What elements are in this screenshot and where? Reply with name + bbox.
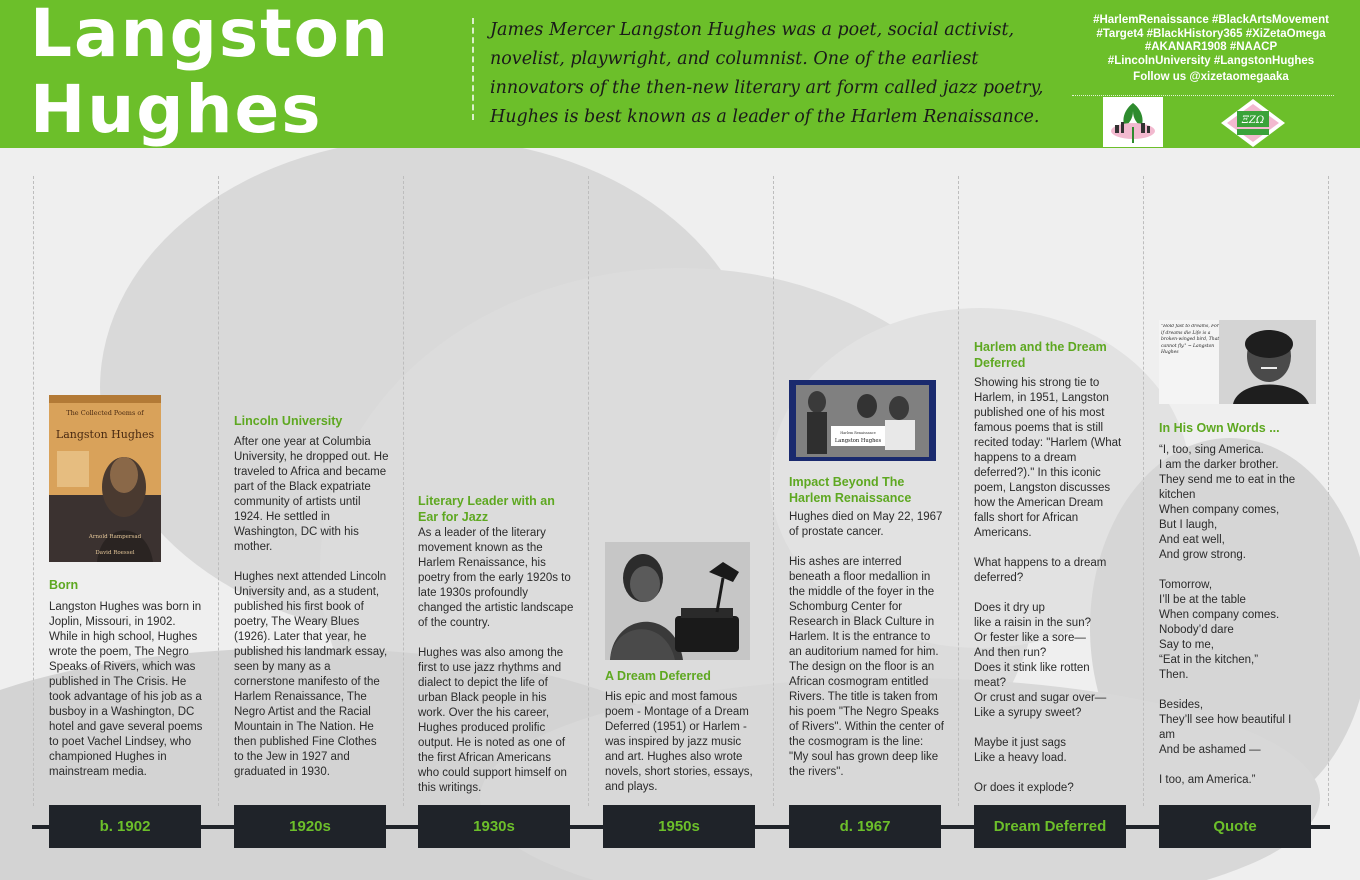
hashtags-line-2: #Target4 #BlackHistory365 #XiZetaOmega [1096, 27, 1326, 40]
section-body: Hughes died on May 22, 1967 of prostate cancer. His ashes are interred beneath a floor medallion in the middle of the foyer in the Schomburg Center for Research in Black Culture in Harlem. It is the entrance to an auditorium named for him. The design on the floor is an African cosmogram entitled Rivers. The title is taken from his poem "The Negro Speaks of Rivers". Within the center of the cosmogram is the line: "My soul has grown deep like the rivers". [789, 511, 944, 778]
section-heading: Impact Beyond The Harlem Renaissance [789, 475, 912, 505]
column-divider [773, 176, 774, 806]
section-heading: In His Own Words ... [1159, 421, 1280, 435]
header-banner [0, 0, 1360, 148]
column-divider [33, 176, 34, 806]
book-title-small: The Collected Poems of [66, 409, 144, 417]
section-heading: Born [49, 578, 79, 592]
section-heading: Harlem and the Dream Deferred [974, 340, 1107, 370]
section-own-words [1159, 420, 1314, 788]
portrait-quote-photo [1159, 320, 1316, 404]
photo-caption-brand: Harlem Renaissance [840, 431, 876, 435]
hashtags [1076, 14, 1346, 68]
hashtags-line-1: #HarlemRenaissance #BlackArtsMovement [1093, 14, 1329, 26]
column-divider [1328, 176, 1329, 806]
book-editor-1: Arnold Rampersad [88, 534, 142, 540]
timeline-label-1950s: 1950s [603, 805, 755, 848]
section-heading: Lincoln University [234, 414, 343, 428]
book-author: Langston Hughes [55, 428, 155, 441]
timeline-label-born: b. 1902 [49, 805, 201, 848]
harlem-renaissance-photo [789, 380, 936, 461]
section-body: Showing his strong tie to Harlem, in 1951, Langston published one of his most famous poems that is still recited today: "Harlem (What happens to a dream deferred?)." In this iconic poem, Langston discusses how the American Dream falls short for African Americans. What happens to a dream deferred? Does it dry up like a raisin in the sun? Or fester like a sore— And then run? Does it stink like rotten meat? Or crust and sugar over— Like a syrupy sweet? Maybe it just sags Like a heavy load. Or does it explode? [974, 377, 1122, 794]
title-line-1: Langston [30, 0, 390, 72]
section-body: Langston Hughes was born in Joplin, Missouri, in 1902. While in high school, Hughes wrote the poem, The Negro Speaks of Rivers, which was published in The Crisis. He took advantage of his job as a busboy in a Washington, DC hotel and gave several poems to poet Vachel Lindsey, who championed Hughes in mainstream media. [49, 601, 203, 778]
section-heading: A Dream Deferred [605, 669, 711, 683]
book-cover-image [49, 395, 161, 562]
column-divider [588, 176, 589, 806]
photo-caption-name: Langston Hughes [834, 438, 882, 444]
section-literary-leader [418, 493, 574, 796]
hashtags-line-3: #AKANAR1908 #NAACP [1144, 41, 1278, 53]
timeline-label-quote: Quote [1159, 805, 1311, 848]
follow-us: Follow us @xizetaomegaaka [1133, 71, 1289, 83]
typewriter-photo [605, 542, 750, 660]
book-editor-2: David Roessel [95, 550, 135, 556]
section-body: “I, too, sing America. I am the darker brother. They send me to eat in the kitchen When company comes, But I laugh, And eat well, And grow strong. Tomorrow, I’ll be at the table When company comes. Nobody’d dare Say to me, “Eat in the kitchen,” Then. Besides, They’ll see how beautiful I am And be ashamed — I too, am America.” [1159, 444, 1296, 786]
column-divider [1143, 176, 1144, 806]
quote-image-text: "Hold fast to dreams, For if dreams die Life is a broken-winged bird, That cannot fly." ~ Langston Hughes [1161, 324, 1220, 355]
title-line-2: Hughes [30, 71, 323, 148]
section-harlem [974, 339, 1124, 796]
section-body: After one year at Columbia University, he dropped out. He traveled to Africa and became part of the Black expatriate community of artists until 1924. He settled in Washington, DC with his mother. Hughes next attended Lincoln University and, as a student, published his first book of poetry, The Weary Blues (1926). Later that year, he published his landmark essay, seen by many as a cornerstone manifesto of the Harlem Renaissance, The Negro Artist and the Racial Mountain in The Nation. He then published Fine Clothes to the Jew in 1927 and graduated in 1930. [234, 436, 389, 778]
section-lincoln-university [234, 413, 389, 780]
section-body: His epic and most famous poem - Montage of a Dream Deferred (1951) or Harlem - was inspired by jazz music and art. Hughes also wrote novels, short stories, essays, and plays. [605, 691, 753, 793]
timeline-label-died: d. 1967 [789, 805, 941, 848]
svg-text:ΞΖΩ: ΞΖΩ [1241, 115, 1265, 126]
section-born [49, 577, 204, 780]
column-divider [403, 176, 404, 806]
column-divider [958, 176, 959, 806]
ivy-leaf-logo [1103, 97, 1163, 147]
header-divider [472, 18, 474, 120]
column-divider [218, 176, 219, 806]
hashtags-line-4: #LincolnUniversity #LangstonHughes [1107, 54, 1315, 67]
intro-text: James Mercer Langston Hughes was a poet, social activist, novelist, playwright, and columnist. One of the earliest innovators of the then-new literary art form called jazz poetry, Hughes is best known as a leader of the Harlem Renaissance. [490, 20, 1044, 127]
timeline-label-1930s: 1930s [418, 805, 570, 848]
page-title [30, 0, 390, 148]
header-dotted-rule [1072, 95, 1334, 96]
chapter-diamond-logo [1219, 97, 1287, 147]
timeline-label-1920s: 1920s [234, 805, 386, 848]
section-impact [789, 474, 945, 780]
section-heading: Literary Leader with an Ear for Jazz [418, 494, 555, 524]
section-body: As a leader of the literary movement known as the Harlem Renaissance, his poetry from the early 1920s to late 1930s profoundly changed the artistic landscape of the country. Hughes was also among the first to use jazz rhythms and dialect to depict the life of urban Black people in his work. Over the his career, Hughes produced prolific output. He is noted as one of the first African Americans who could support himself on this writings. [418, 527, 574, 794]
timeline-label-dream-deferred: Dream Deferred [974, 805, 1126, 848]
section-dream-deferred [605, 668, 757, 795]
